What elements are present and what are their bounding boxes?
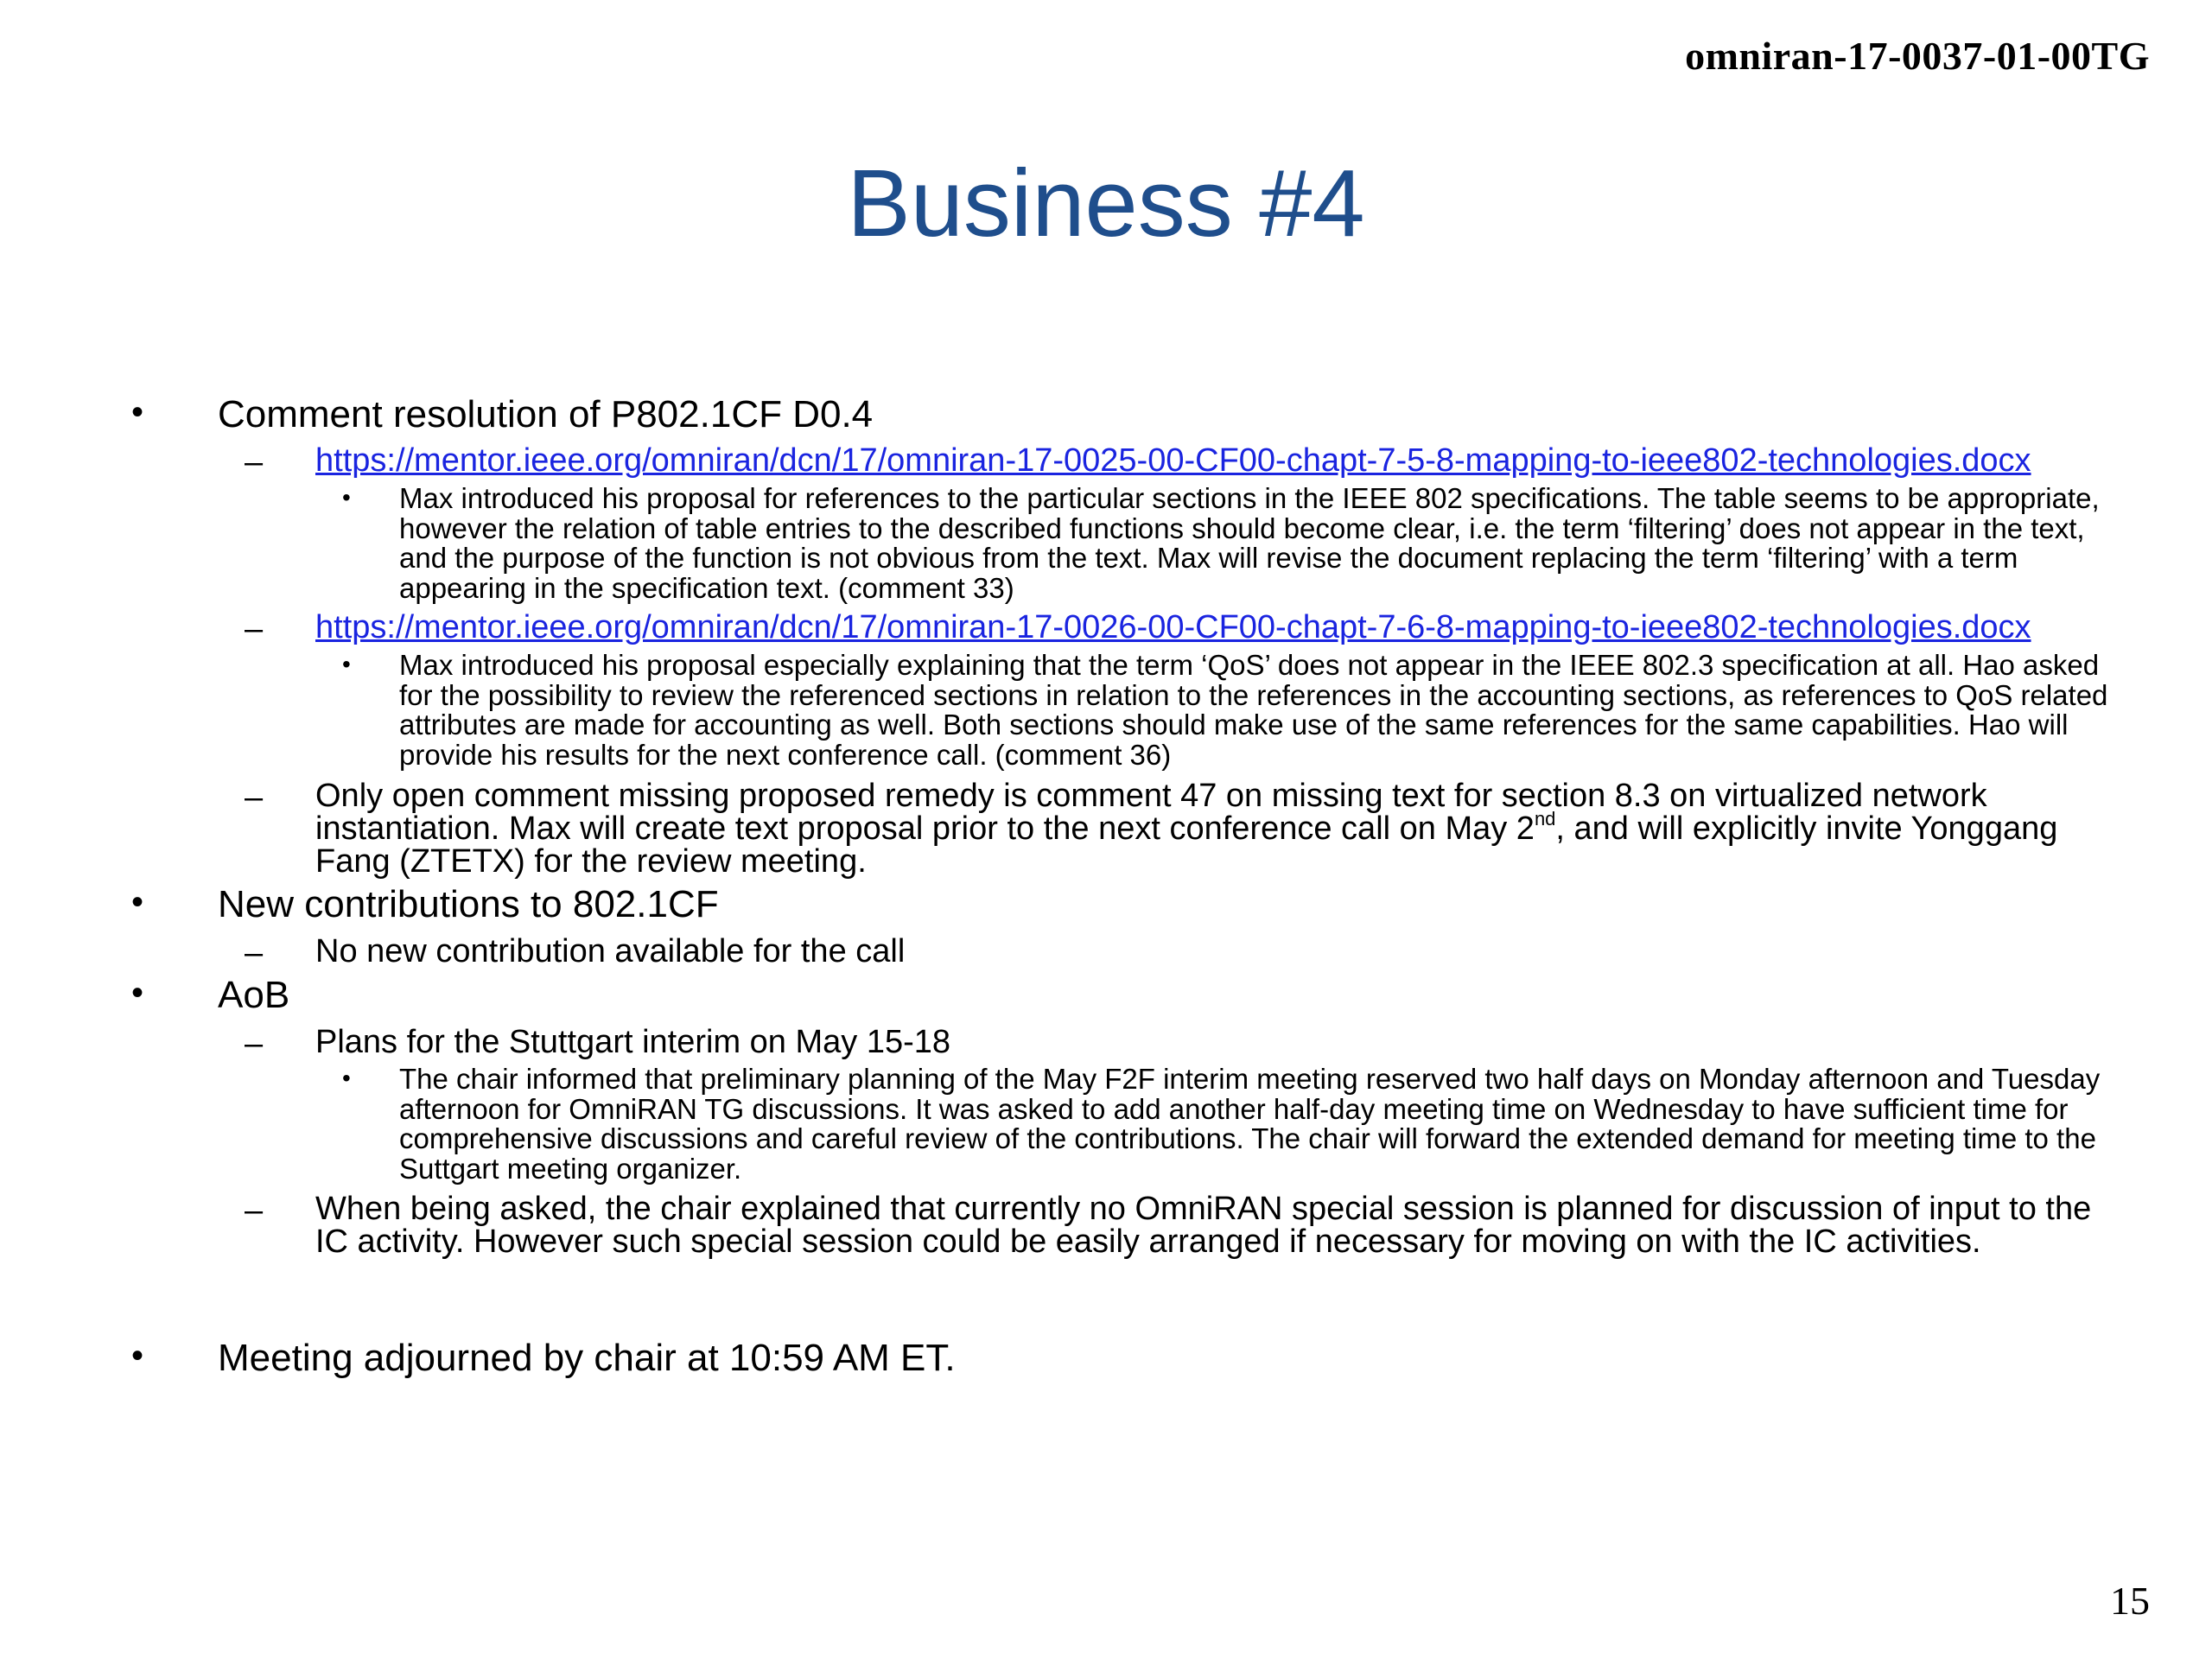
document-link[interactable]: https://mentor.ieee.org/omniran/dcn/17/omniran-17-0026-00-CF00-chapt-7-6-8-mapping-to-ieee802-technologies.docx — [315, 609, 2031, 645]
bullet-marker: • — [342, 484, 351, 511]
bullet-marker: • — [131, 974, 144, 1012]
dash-marker: – — [245, 444, 264, 480]
sub-item-text: When being asked, the chair explained that currently no OmniRAN special session is planned for discussion of input to the IC activity. However such special session could be easily arranged if necessary for moving on with the IC activities. — [315, 1191, 2092, 1260]
bullet-marker: • — [131, 883, 144, 921]
dash-marker: – — [245, 1026, 264, 1062]
bullet-marker: • — [131, 1337, 144, 1375]
bullet-marker: • — [131, 393, 144, 431]
dash-marker: – — [245, 779, 264, 816]
bullet-text: New contributions to 802.1CF — [218, 883, 719, 925]
document-link[interactable]: https://mentor.ieee.org/omniran/dcn/17/omniran-17-0025-00-CF00-chapt-7-5-8-mapping-to-ieee802-technologies.docx — [315, 442, 2031, 479]
slide-title: Business #4 — [847, 150, 1365, 257]
document-id: omniran-17-0037-01-00TG — [1685, 34, 2150, 78]
bullet-text: Meeting adjourned by chair at 10:59 AM ET. — [218, 1337, 956, 1379]
note-text: Max introduced his proposal especially explaining that the term ‘QoS’ does not appear in the IEEE 802.3 specification at all. Hao asked for the possibility to review the referenced sections in relation to the references in the accounting sections, as references to QoS related attributes are made for accounting as well. Both sections should make use of the same references for the same capabilities. Hao will provide his results for the next conference call. (comment 36) — [399, 649, 2108, 771]
dash-marker: – — [245, 611, 264, 647]
note-text: The chair informed that preliminary planning of the May F2F interim meeting reserved two half days on Monday afternoon and Tuesday afternoon for OmniRAN TG discussions. It was asked to add another half-day meeting time on Wednesday to have sufficient time for comprehensive discussions and careful review of the contributions. The chair will forward the extended demand for meeting time to the Suttgart meeting organizer. — [399, 1063, 2101, 1185]
dash-marker: – — [245, 1192, 264, 1229]
note-text: Max introduced his proposal for references to the particular sections in the IEEE 802 specifications. The table seems to be appropriate, however the relation of table entries to the described functions should become clear, i.e. the term ‘filtering’ does not appear in the text, and the purpose of the function is not obvious from the text. Max will revise the document replacing the term ‘filtering’ with a term appearing in the specification text. (comment 33) — [399, 482, 2100, 604]
sub-item-text: No new contribution available for the call — [315, 933, 906, 969]
sub-item-text: Plans for the Stuttgart interim on May 15-18 — [315, 1024, 951, 1060]
page-number: 15 — [2110, 1579, 2150, 1623]
dash-marker: – — [245, 935, 264, 971]
bullet-text: Comment resolution of P802.1CF D0.4 — [218, 393, 874, 435]
sub-item-text: Only open comment missing proposed remedy is comment 47 on missing text for section 8.3 on virtualized network instantiation. Max will create text proposal prior to the next conference call on May 2nd, and will explicitly invite Yonggang Fang (ZTETX) for the review meeting. — [315, 778, 2058, 880]
bullet-text: AoB — [218, 974, 290, 1016]
bullet-marker: • — [342, 1065, 351, 1091]
bullet-marker: • — [342, 651, 351, 677]
